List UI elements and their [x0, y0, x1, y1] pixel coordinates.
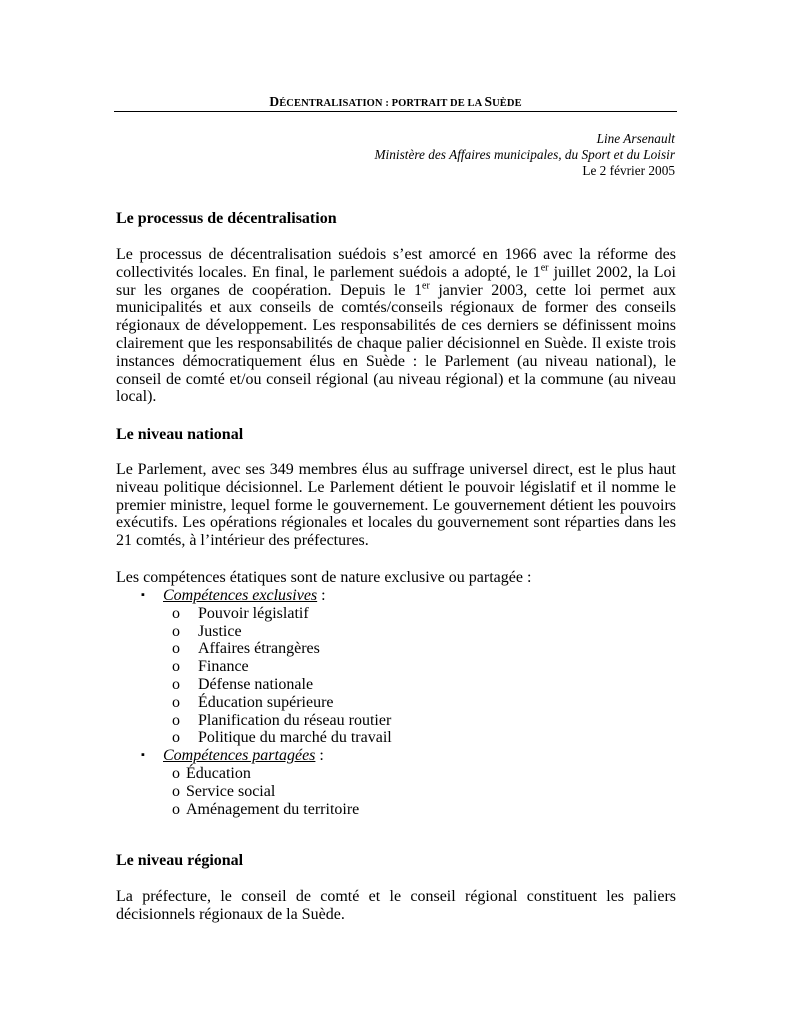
bullet-circle-icon: o	[172, 658, 180, 676]
list-item-text: Finance	[198, 658, 249, 676]
list-item	[116, 801, 676, 819]
list-item-text: Éducation supérieure	[198, 693, 334, 711]
author-name: Line Arsenault	[596, 131, 675, 146]
title-part: D	[269, 94, 280, 109]
superscript: er	[540, 262, 549, 274]
list-item-text: Pouvoir législatif	[198, 604, 309, 622]
bullet-circle-icon: o	[172, 675, 180, 693]
title-part: S	[484, 94, 493, 109]
bullet-square-icon: ▪	[141, 749, 145, 762]
text-run: janvier 2003, cette loi permet aux municipalités et aux conseils de comtés/conseils régionaux de former des conseils régionaux de développement. Les responsabilités de ces derniers se définissent moins clairement que les responsabilités de chaque palier décisionnel en Suède. Il existe trois instances démocratiquement élus en Suède : le Parlement (au niveau national), le conseil de comté et/ou conseil régional (au niveau régional) et la commune (au niveau local).	[116, 281, 677, 406]
title-part: UÈDE	[492, 98, 522, 109]
list-heading: Compétences partagées	[163, 747, 316, 765]
list-item	[116, 623, 676, 641]
document-meta	[374, 131, 675, 179]
list-item	[116, 676, 676, 694]
header-divider	[114, 111, 677, 112]
paragraph: La préfecture, le conseil de comté et le conseil régional constituent les paliers décisionnels régionaux de la Suède.	[116, 888, 676, 923]
bullet-circle-icon: o	[172, 604, 180, 622]
list-item-text: Planification du réseau routier	[198, 711, 392, 729]
title-part: ÉCENTRALISATION : PORTRAIT DE LA	[279, 98, 485, 109]
bullet-circle-icon: o	[172, 800, 180, 818]
bullet-circle-icon: o	[172, 622, 180, 640]
list-item-text: Politique du marché du travail	[198, 729, 392, 747]
document-title	[114, 94, 677, 110]
bullet-circle-icon: o	[172, 782, 180, 800]
list-item-text: Justice	[198, 622, 242, 640]
list-item	[116, 658, 676, 676]
list-item	[116, 712, 676, 730]
list-heading: Compétences exclusives	[163, 587, 318, 604]
list-item-text: Défense nationale	[198, 675, 314, 693]
text-run: Le processus de décentralisation suédois s’est amorcé en 1966 avec la réforme des collectivités locales. En final, le parlement suédois a adopté, le 1	[116, 246, 676, 281]
list-item-text: Éducation	[186, 764, 251, 782]
document-date: Le 2 février 2005	[582, 163, 675, 178]
list-item-text: Aménagement du territoire	[186, 800, 360, 818]
list-item	[116, 783, 676, 801]
bullet-circle-icon: o	[172, 764, 180, 782]
list-item	[116, 729, 676, 747]
list-item	[116, 640, 676, 658]
paragraph: Les compétences étatiques sont de nature exclusive ou partagée :	[116, 569, 532, 586]
section-heading: Le niveau régional	[116, 852, 244, 869]
section-heading: Le niveau national	[116, 426, 244, 443]
colon: :	[315, 747, 324, 765]
bullet-circle-icon: o	[172, 640, 180, 658]
list-item	[116, 747, 676, 765]
paragraph	[116, 246, 676, 406]
list-item-text: Service social	[186, 782, 276, 800]
list-item	[116, 694, 676, 712]
list-item	[116, 605, 676, 623]
bullet-circle-icon: o	[172, 693, 180, 711]
text-run: juillet 2002, la Loi sur les organes de coopération. Depuis le 1	[116, 263, 677, 299]
section-heading: Le processus de décentralisation	[116, 210, 337, 227]
superscript: er	[422, 280, 430, 292]
ministry-name: Ministère des Affaires municipales, du Sport et du Loisir	[374, 147, 675, 162]
list-item-text: Affaires étrangères	[198, 640, 320, 658]
bullet-circle-icon: o	[172, 711, 180, 729]
list-item	[116, 587, 676, 605]
colon: :	[317, 587, 326, 604]
list-item	[116, 765, 676, 783]
paragraph: Le Parlement, avec ses 349 membres élus au suffrage universel direct, est le plus haut niveau politique décisionnel. Le Parlement détient le pouvoir législatif et il nomme le premier ministre, lequel forme le gouvernement. Le gouvernement détient les pouvoirs exécutifs. Les opérations régionales et locales du gouvernement sont réparties dans les 21 comtés, à l’intérieur des préfectures.	[116, 461, 676, 550]
bullet-square-icon: ▪	[141, 589, 145, 601]
bullet-circle-icon: o	[172, 729, 180, 747]
competences-list	[116, 587, 676, 818]
